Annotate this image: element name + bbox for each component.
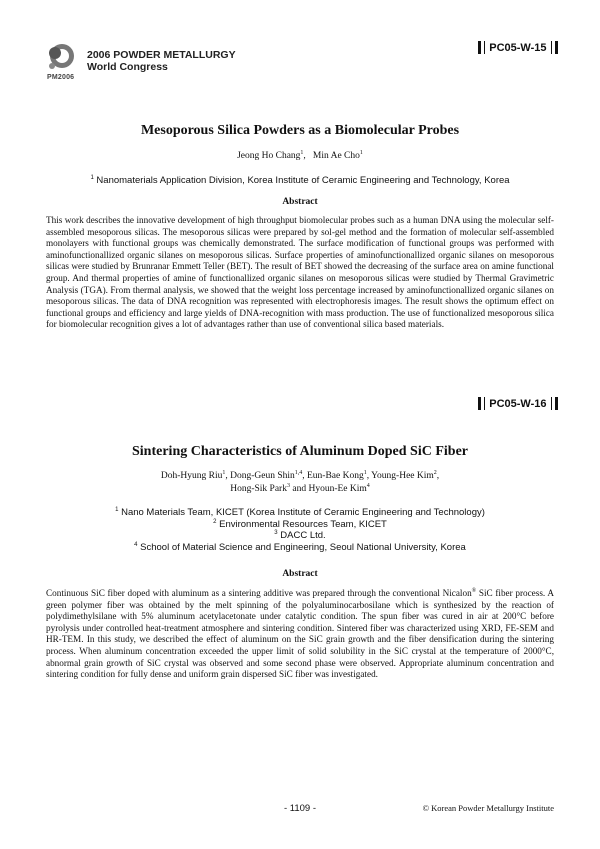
affiliation-text: School of Material Science and Engineering, Seoul National University, Korea	[140, 541, 466, 553]
article-code-tag	[478, 397, 558, 410]
affiliation-sup: 1	[115, 506, 119, 513]
affiliation-sup: 3	[274, 529, 278, 536]
author-list: Jeong Ho Chang$^1$, Min Ae Cho$^1$	[237, 149, 363, 161]
author-sup: 1	[300, 149, 304, 156]
affiliation-text: Nanomaterials Application Division, Korea Institute of Ceramic Engineering and Technology, Korea	[96, 175, 510, 186]
abstract-body: This work describes the innovative development of high throughput biomolecular probes such as a human DNA using the molecular self-assembled mesoporous silicas. The mesoporous silicas were prepared by sol-gel method and the formation of molecular self-assembled monolayers with functional groups was chemically demonstrated. The surface modification of functional groups was performed with aminofunctionallized organic silanes on mesoporous silicas. Surface properties of aminofunctionallized organic silanes on mesoporous silicas were studied by Brunranar Emmett Teller (BET). The result of BET showed the decreasing of the surface area on amine functional group. And thermal properties of amine of functionallized organic silanes on mesoporous silicas were studied by Thermal Gravimetric Analysis (TGA). From thermal analysis, we showed that the weight loss percentage increased by aminofunctionallized organic silanes on mesoporous silicas. The data of DNA recognition was represented with electrophoresis images. The result shows the optimum effect on functional groups and efficiency and large yields of DNA-recognition with mass production. The use of functionalized mesoporous silica for biomolecular recognition gives a lot of advantages rather than use of conventional silica based materials.	[46, 215, 554, 330]
conference-title	[87, 49, 236, 73]
affiliation-list	[0, 507, 600, 553]
affiliation-sup: 4	[134, 541, 138, 548]
article-code: PC05-W-16	[489, 397, 547, 410]
conference-line-1: 2006 POWDER METALLURGY	[87, 49, 236, 61]
abstract-text: Continuous SiC fiber doped with aluminum as a sintering additive was prepared through the conventional Nicalon	[46, 588, 472, 598]
author-separator: ,	[366, 471, 372, 481]
abstract-text: SiC fiber process. A green polymer fiber was obtained by the melt spinning of the polyaluminocarbosilane which is synthesized by the reaction of polydimethylsilane with 5% aluminum acetylacetonate under catalytic condition. The spun fiber was cured in air at 200°C before pyrolysis under controlled heat-treatment atmosphere and sintering condition. Sintered fiber was characterized using XRD, FE-SEM and HR-TEM. In this study, we described the effect of aluminum on the SiC grain growth and the fiber densification during the sintering process. When aluminum concentration exceeded the upper limit of solid solubility in the SiC crystal at the temperature of 2000°C, abnormal grain growth of SiC crystal was observed and some second phase were observed. Appropriate aluminum concentration and sintering condition for fully dense and uniform grain dispersed SiC fiber was investigated.	[46, 588, 554, 680]
abstract-body	[46, 588, 554, 681]
author-separator: ,	[436, 471, 440, 481]
affiliation-sup: 1	[90, 174, 94, 181]
author-name: Young-Hee Kim	[371, 471, 434, 481]
affiliation-text: DACC Ltd.	[280, 530, 326, 541]
copyright-notice: © Korean Powder Metallurgy Institute	[422, 803, 554, 813]
affiliation-sup: 2	[213, 518, 217, 525]
author-name: Hong-Sik Park	[230, 484, 287, 494]
page-number: - 1109 -	[283, 803, 317, 814]
author-sup: 1,4	[294, 469, 303, 476]
affiliation-text: Nano Materials Team, KICET (Korea Institute of Ceramic Engineering and Technology)	[121, 507, 485, 518]
article-code-tag	[478, 41, 558, 54]
author-sup: 3	[286, 482, 290, 489]
abstract-heading: Abstract	[282, 197, 318, 207]
author-sup: 1	[222, 469, 226, 476]
author-list	[0, 470, 600, 496]
article-code: PC05-W-15	[489, 41, 547, 54]
affiliation	[0, 507, 600, 519]
author-sup: 1	[359, 149, 363, 156]
author-separator: ,	[225, 471, 231, 481]
author-name: Doh-Hyung Riu	[160, 471, 223, 481]
article-title: Mesoporous Silica Powders as a Biomolecular Probes	[140, 123, 460, 138]
author-name: Jeong Ho Chang	[237, 151, 301, 161]
affiliation	[0, 530, 600, 542]
logo-text: PM2006	[47, 74, 75, 81]
affiliation-text: Environmental Resources Team, KICET	[219, 518, 387, 530]
affiliation	[0, 542, 600, 554]
conference-line-2: World Congress	[87, 61, 168, 73]
author-line	[0, 470, 600, 483]
author-name: Eun-Bae Kong	[307, 471, 364, 481]
author-sup: 2	[433, 469, 437, 476]
article-title: Sintering Characteristics of Aluminum Doped SiC Fiber	[132, 444, 468, 459]
author-sup: 4	[366, 482, 370, 489]
affiliation	[0, 175, 600, 187]
author-line	[0, 483, 600, 496]
author-name: Hyoun-Ee Kim	[308, 484, 367, 494]
author-name: Min Ae Cho	[312, 151, 360, 161]
abstract-heading: Abstract	[282, 569, 318, 579]
author-separator: and	[289, 484, 309, 494]
author-name: Dong-Geun Shin	[230, 471, 295, 481]
author-separator: ,	[302, 471, 307, 481]
author-sup: 1	[363, 469, 367, 476]
affiliation	[0, 519, 600, 531]
registered-mark: ®	[471, 587, 477, 594]
